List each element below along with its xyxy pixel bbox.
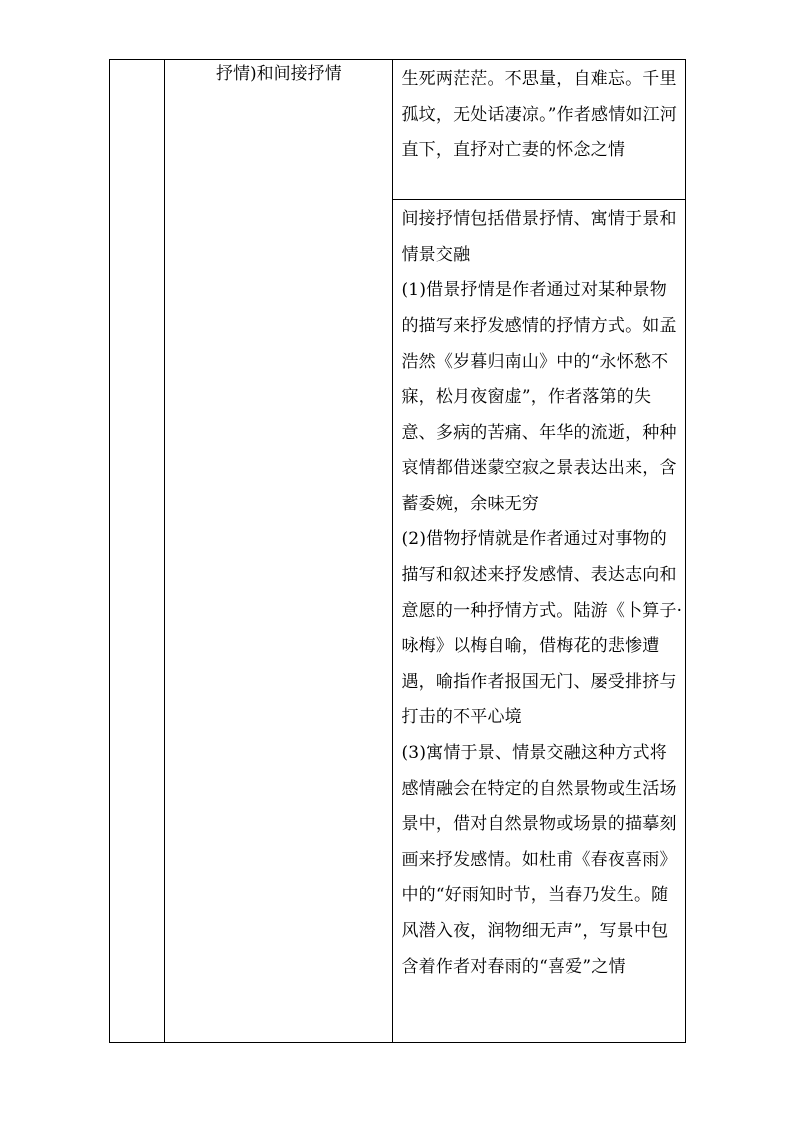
indirect-lyric-intro: 间接抒情包括借景抒情、寓情于景和情景交融 — [401, 209, 677, 265]
method-label-cell — [165, 60, 393, 1043]
direct-lyric-description-cell — [393, 60, 686, 200]
empty-cell-category — [110, 60, 165, 1043]
content-table — [109, 59, 686, 1043]
borrow-object-paragraph: (2)借物抒情就是作者通过对事物的描写和叙述来抒发感情、表达志向和意愿的一种抒情方式。陆游《卜算子·咏梅》以梅自喻，借梅花的悲惨遭遇，喻指作者报国无门、屡受排挤与打击的不平心境 — [401, 529, 683, 728]
direct-lyric-description: 生死两茫茫。不思量，自难忘。千里孤坟，无处话凄凉。”作者感情如江河直下，直抒对亡妻的怀念之情 — [401, 69, 678, 161]
method-label: 抒情)和间接抒情 — [216, 64, 342, 84]
scene-emotion-blend-paragraph: (3)寓情于景、情景交融这种方式将感情融会在特定的自然景物或生活场景中，借对自然景物或场景的描摹刻画来抒发感情。如杜甫《春夜喜雨》中的“好雨知时节，当春乃发生。随风潜入夜，润物细无声”，写景中包含着作者对春雨的“喜爱”之情 — [401, 743, 677, 977]
indirect-lyric-description-cell — [393, 200, 686, 1043]
borrow-scene-paragraph: (1)借景抒情是作者通过对某种景物的描写来抒发感情的抒情方式。如孟浩然《岁暮归南山》中的“永怀愁不寐，松月夜窗虚”，作者落第的失意、多病的苦痛、年华的流逝，种种哀情都借迷蒙空寂之景表达出来，含蓄委婉，余味无穷 — [401, 280, 677, 514]
table-row — [110, 60, 686, 200]
